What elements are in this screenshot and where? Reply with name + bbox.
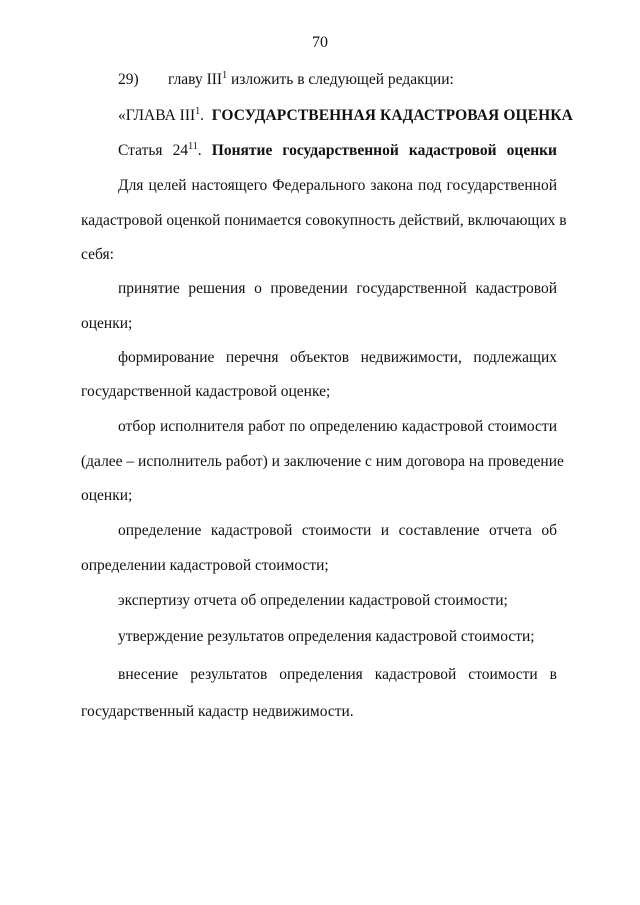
paragraph-line: принятие решения о проведении государственной кадастровой <box>118 280 557 297</box>
page-number: 70 <box>312 34 328 51</box>
article-superscript: 11 <box>188 140 198 152</box>
chapter-title: ГОСУДАРСТВЕННАЯ КАДАСТРОВАЯ ОЦЕНКА <box>211 107 573 124</box>
paragraph-line: внесение результатов определения кадастровой стоимости в <box>118 666 557 683</box>
paragraph-line: кадастровой оценкой понимается совокупность действий, включающих в <box>81 212 567 229</box>
paragraph-line: себя: <box>81 246 114 263</box>
item-text-start: главу III <box>168 71 223 88</box>
paragraph-line: экспертизу отчета об определении кадастровой стоимости; <box>118 592 508 609</box>
paragraph-line: оценки; <box>81 487 133 504</box>
paragraph-line: определение кадастровой стоимости и составление отчета об <box>118 522 557 539</box>
paragraph-line: формирование перечня объектов недвижимости, подлежащих <box>118 349 557 366</box>
paragraph-line: отбор исполнителя работ по определению кадастровой стоимости <box>118 418 557 435</box>
paragraph-line: утверждение результатов определения кадастровой стоимости; <box>118 628 535 645</box>
item-29-line <box>118 70 557 90</box>
paragraph-line: оценки; <box>81 315 133 332</box>
item-superscript: 1 <box>222 69 228 81</box>
chapter-prefix: «ГЛАВА III <box>118 107 196 124</box>
article-prefix: Статья $24^{11}$. <box>118 140 202 159</box>
paragraph-line: (далее – исполнитель работ) и заключение с ним договора на проведение <box>81 453 564 470</box>
article-title: Понятие государственной кадастровой оценки <box>211 142 557 159</box>
article-heading <box>118 141 557 161</box>
paragraph-line: государственный кадастр недвижимости. <box>81 703 354 720</box>
item-number: 29) <box>118 71 139 88</box>
chapter-heading <box>118 105 573 126</box>
paragraph-line: Для целей настоящего Федерального закона под государственной <box>118 177 557 194</box>
paragraph-line: государственной кадастровой оценке; <box>81 383 331 400</box>
paragraph-line: определении кадастровой стоимости; <box>81 557 329 574</box>
chapter-superscript: 1 <box>195 105 201 117</box>
item-text-end: изложить в следующей редакции: <box>227 71 454 88</box>
chapter-dot: . <box>200 107 205 124</box>
